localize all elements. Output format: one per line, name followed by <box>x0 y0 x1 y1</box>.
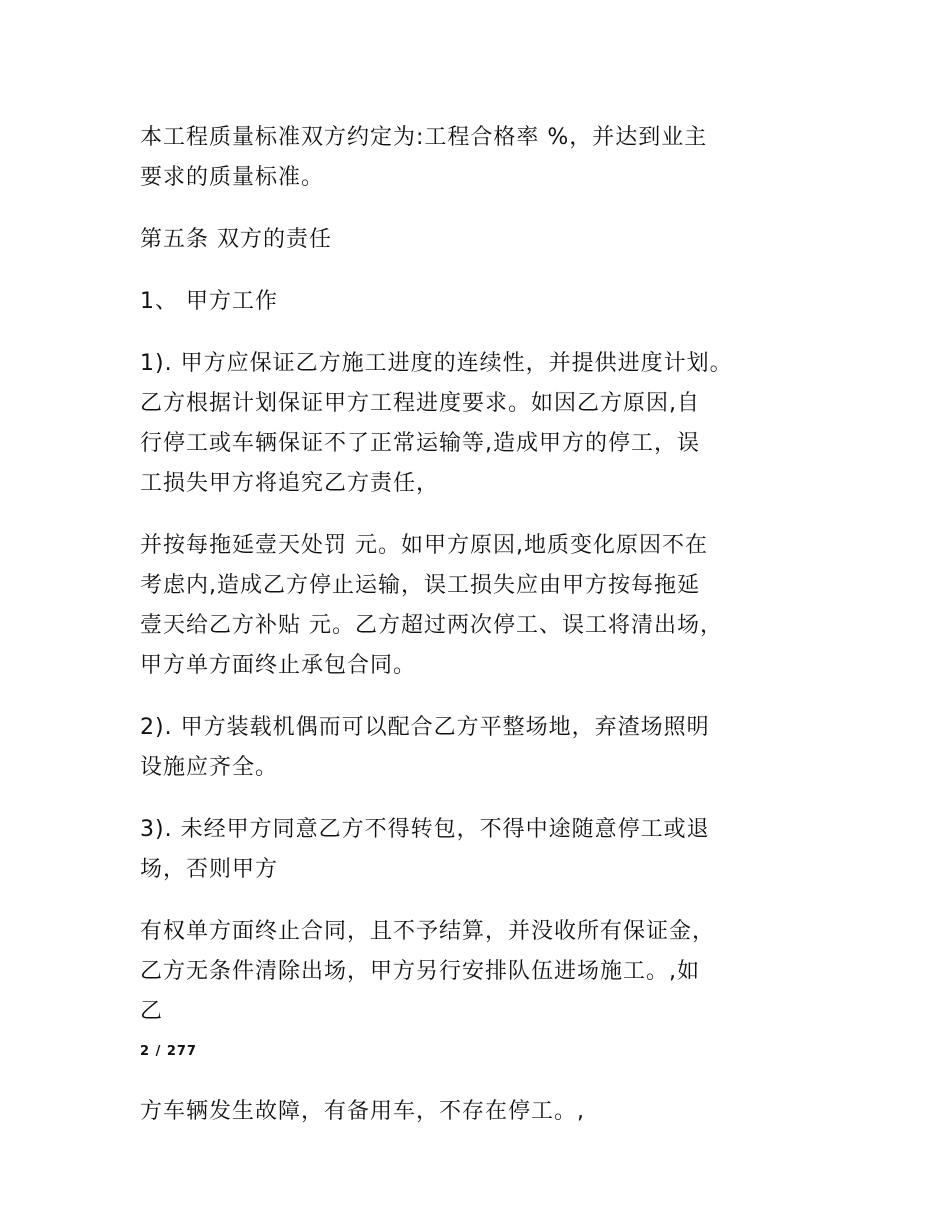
text-line: 有权单方面终止合同，且不予结算，并没收所有保证金， <box>140 919 716 944</box>
section-heading <box>140 220 840 260</box>
paragraph-clause-1 <box>140 344 840 504</box>
text-line: 壹天给乙方补贴 元。乙方超过两次停工、误工将清出场， <box>140 613 723 638</box>
page-number: 2 / 277 <box>140 1044 197 1059</box>
document-page <box>140 118 840 1154</box>
text-line: 甲方单方面终止承包合同。 <box>140 653 417 678</box>
text-line: 方车辆发生故障，有备用车，不存在停工。, <box>140 1099 585 1124</box>
text-line: 设施应齐全。 <box>140 755 279 780</box>
paragraph-clause-3 <box>140 810 840 890</box>
paragraph-continuation <box>140 1092 840 1132</box>
text-line: 1、 甲方工作 <box>140 289 278 314</box>
text-line: 工损失甲方将追究乙方责任， <box>140 471 440 496</box>
text-line: 并按每拖延壹天处罚 元。如甲方原因,地质变化原因不在 <box>140 533 708 558</box>
text-line: 3). 未经甲方同意乙方不得转包，不得中途随意停工或退 <box>140 817 710 842</box>
text-line: 乙方无条件清除出场，甲方另行安排队伍进场施工。,如 <box>140 959 700 984</box>
text-line: 考虑内,造成乙方停止运输，误工损失应由甲方按每拖延 <box>140 573 700 598</box>
text-line: 场，否则甲方 <box>140 857 279 882</box>
paragraph-penalty <box>140 526 840 686</box>
subsection-heading <box>140 282 840 322</box>
text-line: 行停工或车辆保证不了正常运输等,造成甲方的停工，误 <box>140 431 700 456</box>
paragraph-termination <box>140 912 840 1032</box>
text-line: 乙方根据计划保证甲方工程进度要求。如因乙方原因,自 <box>140 391 700 416</box>
paragraph-quality-standard <box>140 118 840 198</box>
text-line: 要求的质量标准。 <box>140 165 325 190</box>
text-line: 本工程质量标准双方约定为:工程合格率 %，并达到业主 <box>140 125 708 150</box>
text-line: 第五条 双方的责任 <box>140 227 332 252</box>
text-line: 乙 <box>140 999 164 1024</box>
text-line: 1). 甲方应保证乙方施工进度的连续性，并提供进度计划。 <box>140 351 733 376</box>
paragraph-clause-2 <box>140 708 840 788</box>
text-line: 2). 甲方装载机偶而可以配合乙方平整场地，弃渣场照明 <box>140 715 710 740</box>
